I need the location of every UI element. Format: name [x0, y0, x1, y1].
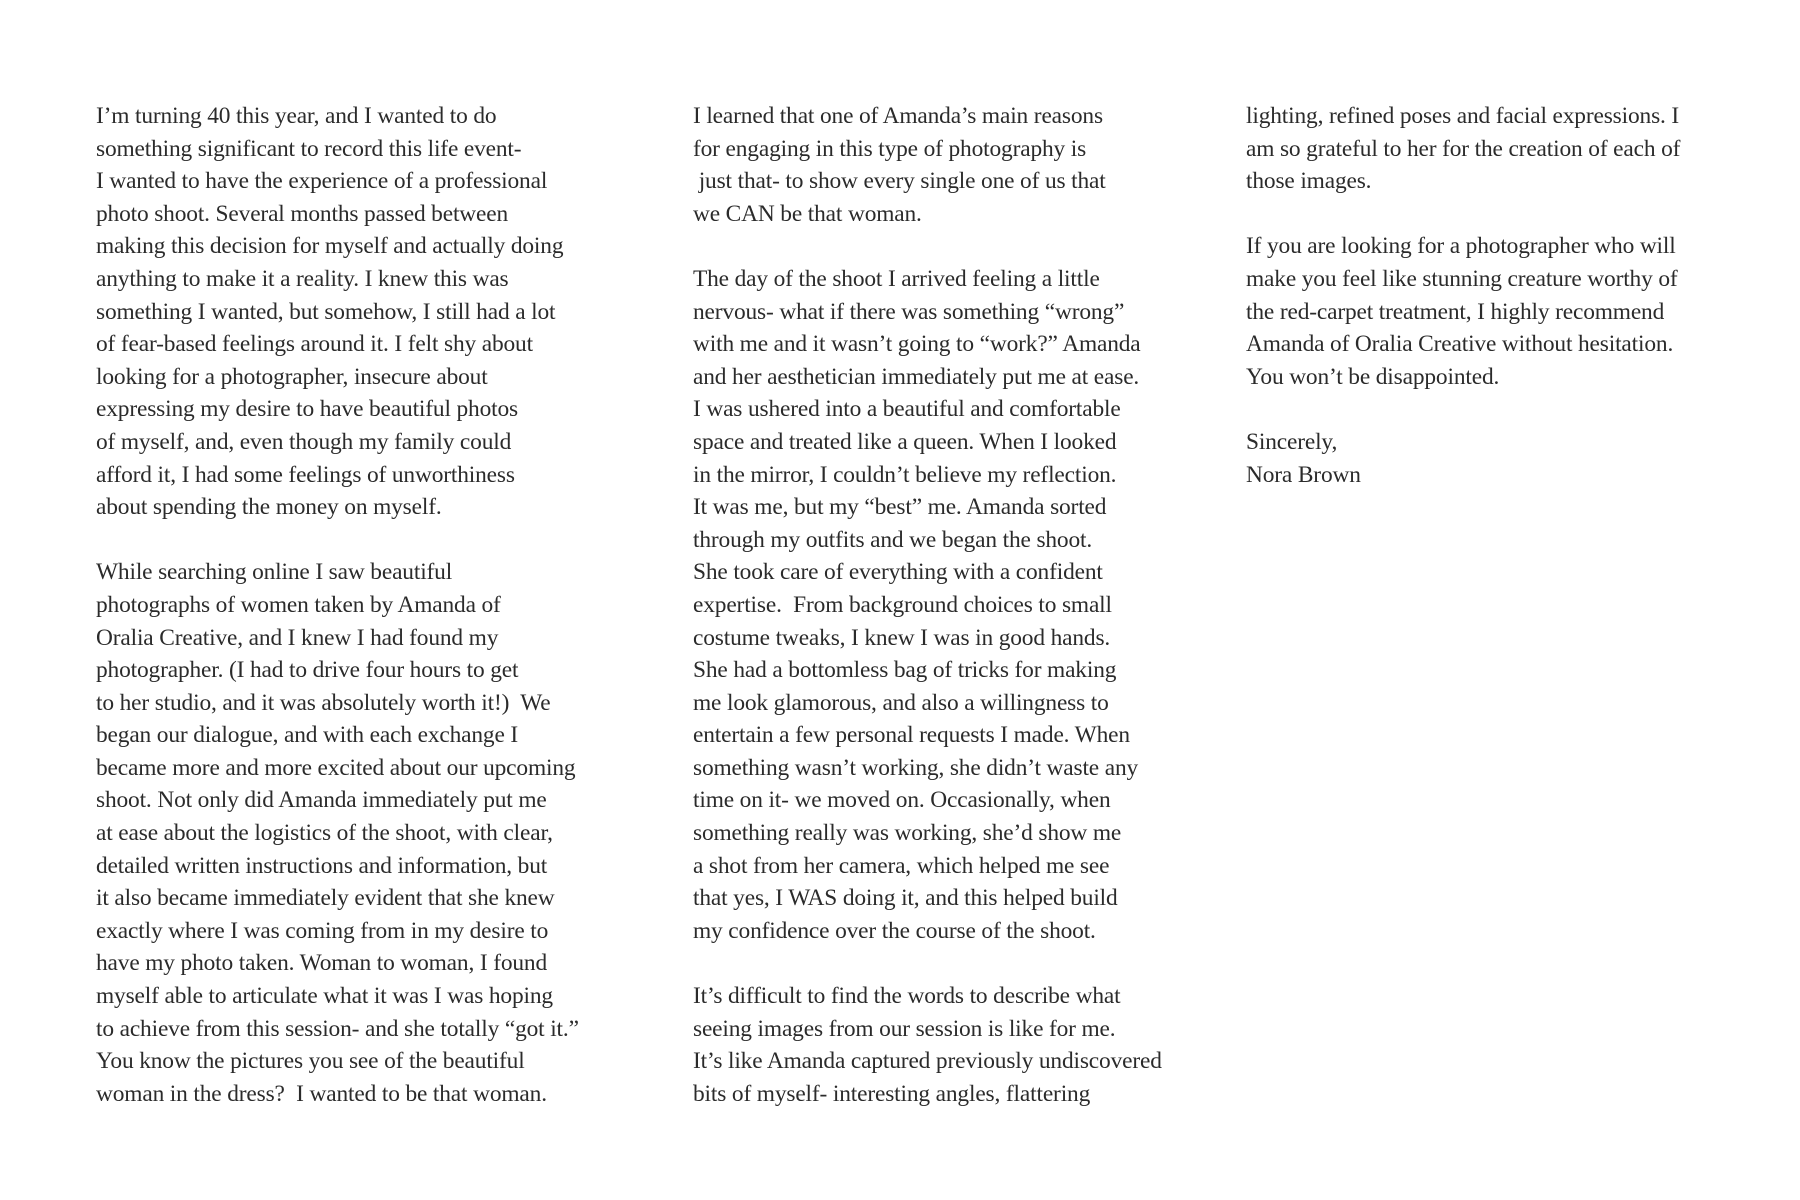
text-line: afford it, I had some feelings of unworthiness [96, 461, 515, 488]
text-line: It was me, but my “best” me. Amanda sorted [693, 494, 1107, 521]
text-line: photo shoot. Several months passed between [96, 200, 509, 227]
text-line: While searching online I saw beautiful [96, 559, 453, 586]
text-line: me look glamorous, and also a willingness to [693, 689, 1109, 716]
text-line: just that- to show every single one of us that [693, 168, 1106, 195]
text-line: anything to make it a reality. I knew this was [96, 265, 509, 292]
text-line: of myself, and, even though my family could [96, 428, 512, 455]
text-line: am so grateful to her for the creation of each of [1246, 135, 1681, 162]
text-line: Amanda of Oralia Creative without hesitation. [1246, 331, 1674, 358]
text-line: woman in the dress? I wanted to be that woman. [96, 1080, 547, 1107]
paragraph-images [693, 980, 1253, 1110]
text-column-3 [1246, 100, 1786, 524]
text-line: make you feel like stunning creature worthy of [1246, 265, 1678, 292]
text-line: bits of myself- interesting angles, flattering [693, 1080, 1091, 1107]
text-line: myself able to articulate what it was I was hoping [96, 983, 553, 1010]
text-line: It’s like Amanda captured previously undiscovered [693, 1048, 1162, 1075]
paragraph-gratitude [1246, 100, 1786, 198]
text-line: a shot from her camera, which helped me see [693, 852, 1110, 879]
signature-name: Nora Brown [1246, 461, 1361, 488]
text-line: lighting, refined poses and facial expressions. I [1246, 103, 1680, 129]
text-line: the red-carpet treatment, I highly recommend [1246, 298, 1665, 325]
text-line: in the mirror, I couldn’t believe my reflection. [693, 461, 1117, 488]
paragraph-search [96, 556, 676, 1110]
text-line: You know the pictures you see of the beautiful [96, 1048, 525, 1075]
closing-salutation: Sincerely, [1246, 428, 1338, 455]
text-line: I learned that one of Amanda’s main reasons [693, 103, 1103, 129]
text-line: to her studio, and it was absolutely worth it!) We [96, 689, 551, 716]
text-line: something wasn’t working, she didn’t waste any [693, 754, 1139, 781]
text-line: my confidence over the course of the shoot. [693, 917, 1096, 944]
text-line: entertain a few personal requests I made. When [693, 722, 1130, 749]
text-line: shoot. Not only did Amanda immediately put me [96, 787, 547, 814]
text-line: to achieve from this session- and she totally “got it.” [96, 1015, 579, 1042]
text-line: I was ushered into a beautiful and comfortable [693, 396, 1121, 423]
text-line: at ease about the logistics of the shoot, with clear, [96, 820, 553, 847]
text-line: She took care of everything with a confident [693, 559, 1103, 586]
text-line: about spending the money on myself. [96, 494, 442, 521]
text-line: You won’t be disappointed. [1246, 363, 1500, 390]
text-line: began our dialogue, and with each exchange I [96, 722, 519, 749]
text-line: Oralia Creative, and I knew I had found my [96, 624, 499, 651]
text-line: something I wanted, but somehow, I still had a lot [96, 298, 556, 325]
text-line: expressing my desire to have beautiful photos [96, 396, 518, 423]
text-line: for engaging in this type of photography is [693, 135, 1087, 162]
text-line: of fear-based feelings around it. I felt shy about [96, 331, 533, 358]
text-line: If you are looking for a photographer who will [1246, 233, 1676, 260]
text-line: something significant to record this life event- [96, 135, 522, 162]
text-line: photographs of women taken by Amanda of [96, 591, 501, 618]
text-line: and her aesthetician immediately put me at ease. [693, 363, 1140, 390]
text-line: exactly where I was coming from in my desire to [96, 917, 549, 944]
text-column-1 [96, 100, 676, 1143]
text-line: it also became immediately evident that she knew [96, 885, 555, 912]
text-line: we CAN be that woman. [693, 200, 922, 227]
paragraph-recommendation [1246, 230, 1786, 393]
text-line: I wanted to have the experience of a professional [96, 168, 548, 195]
text-line: nervous- what if there was something “wrong” [693, 298, 1125, 325]
text-line: became more and more excited about our upcoming [96, 754, 576, 781]
text-line: looking for a photographer, insecure about [96, 363, 488, 390]
text-line: expertise. From background choices to small [693, 591, 1112, 618]
text-line: space and treated like a queen. When I looked [693, 428, 1117, 455]
text-line: I’m turning 40 this year, and I wanted to do [96, 103, 497, 129]
text-line: that yes, I WAS doing it, and this helped build [693, 885, 1118, 912]
text-line: seeing images from our session is like for me. [693, 1015, 1116, 1042]
text-line: with me and it wasn’t going to “work?” Amanda [693, 331, 1141, 358]
text-line: The day of the shoot I arrived feeling a little [693, 265, 1100, 292]
text-line: She had a bottomless bag of tricks for making [693, 657, 1117, 684]
paragraph-intro [96, 100, 676, 524]
text-line: detailed written instructions and information, but [96, 852, 548, 879]
text-line: time on it- we moved on. Occasionally, when [693, 787, 1111, 814]
text-line: costume tweaks, I knew I was in good hands. [693, 624, 1111, 651]
paragraph-reasons [693, 100, 1253, 230]
text-line: It’s difficult to find the words to describe what [693, 983, 1121, 1010]
text-line: those images. [1246, 168, 1372, 195]
text-line: something really was working, she’d show me [693, 820, 1122, 847]
text-line: through my outfits and we began the shoot. [693, 526, 1093, 553]
text-column-2 [693, 100, 1253, 1143]
text-line: have my photo taken. Woman to woman, I found [96, 950, 548, 977]
paragraph-shoot-day [693, 263, 1253, 947]
signature-block [1246, 426, 1786, 491]
text-line: photographer. (I had to drive four hours to get [96, 657, 519, 684]
text-line: making this decision for myself and actually doing [96, 233, 564, 260]
